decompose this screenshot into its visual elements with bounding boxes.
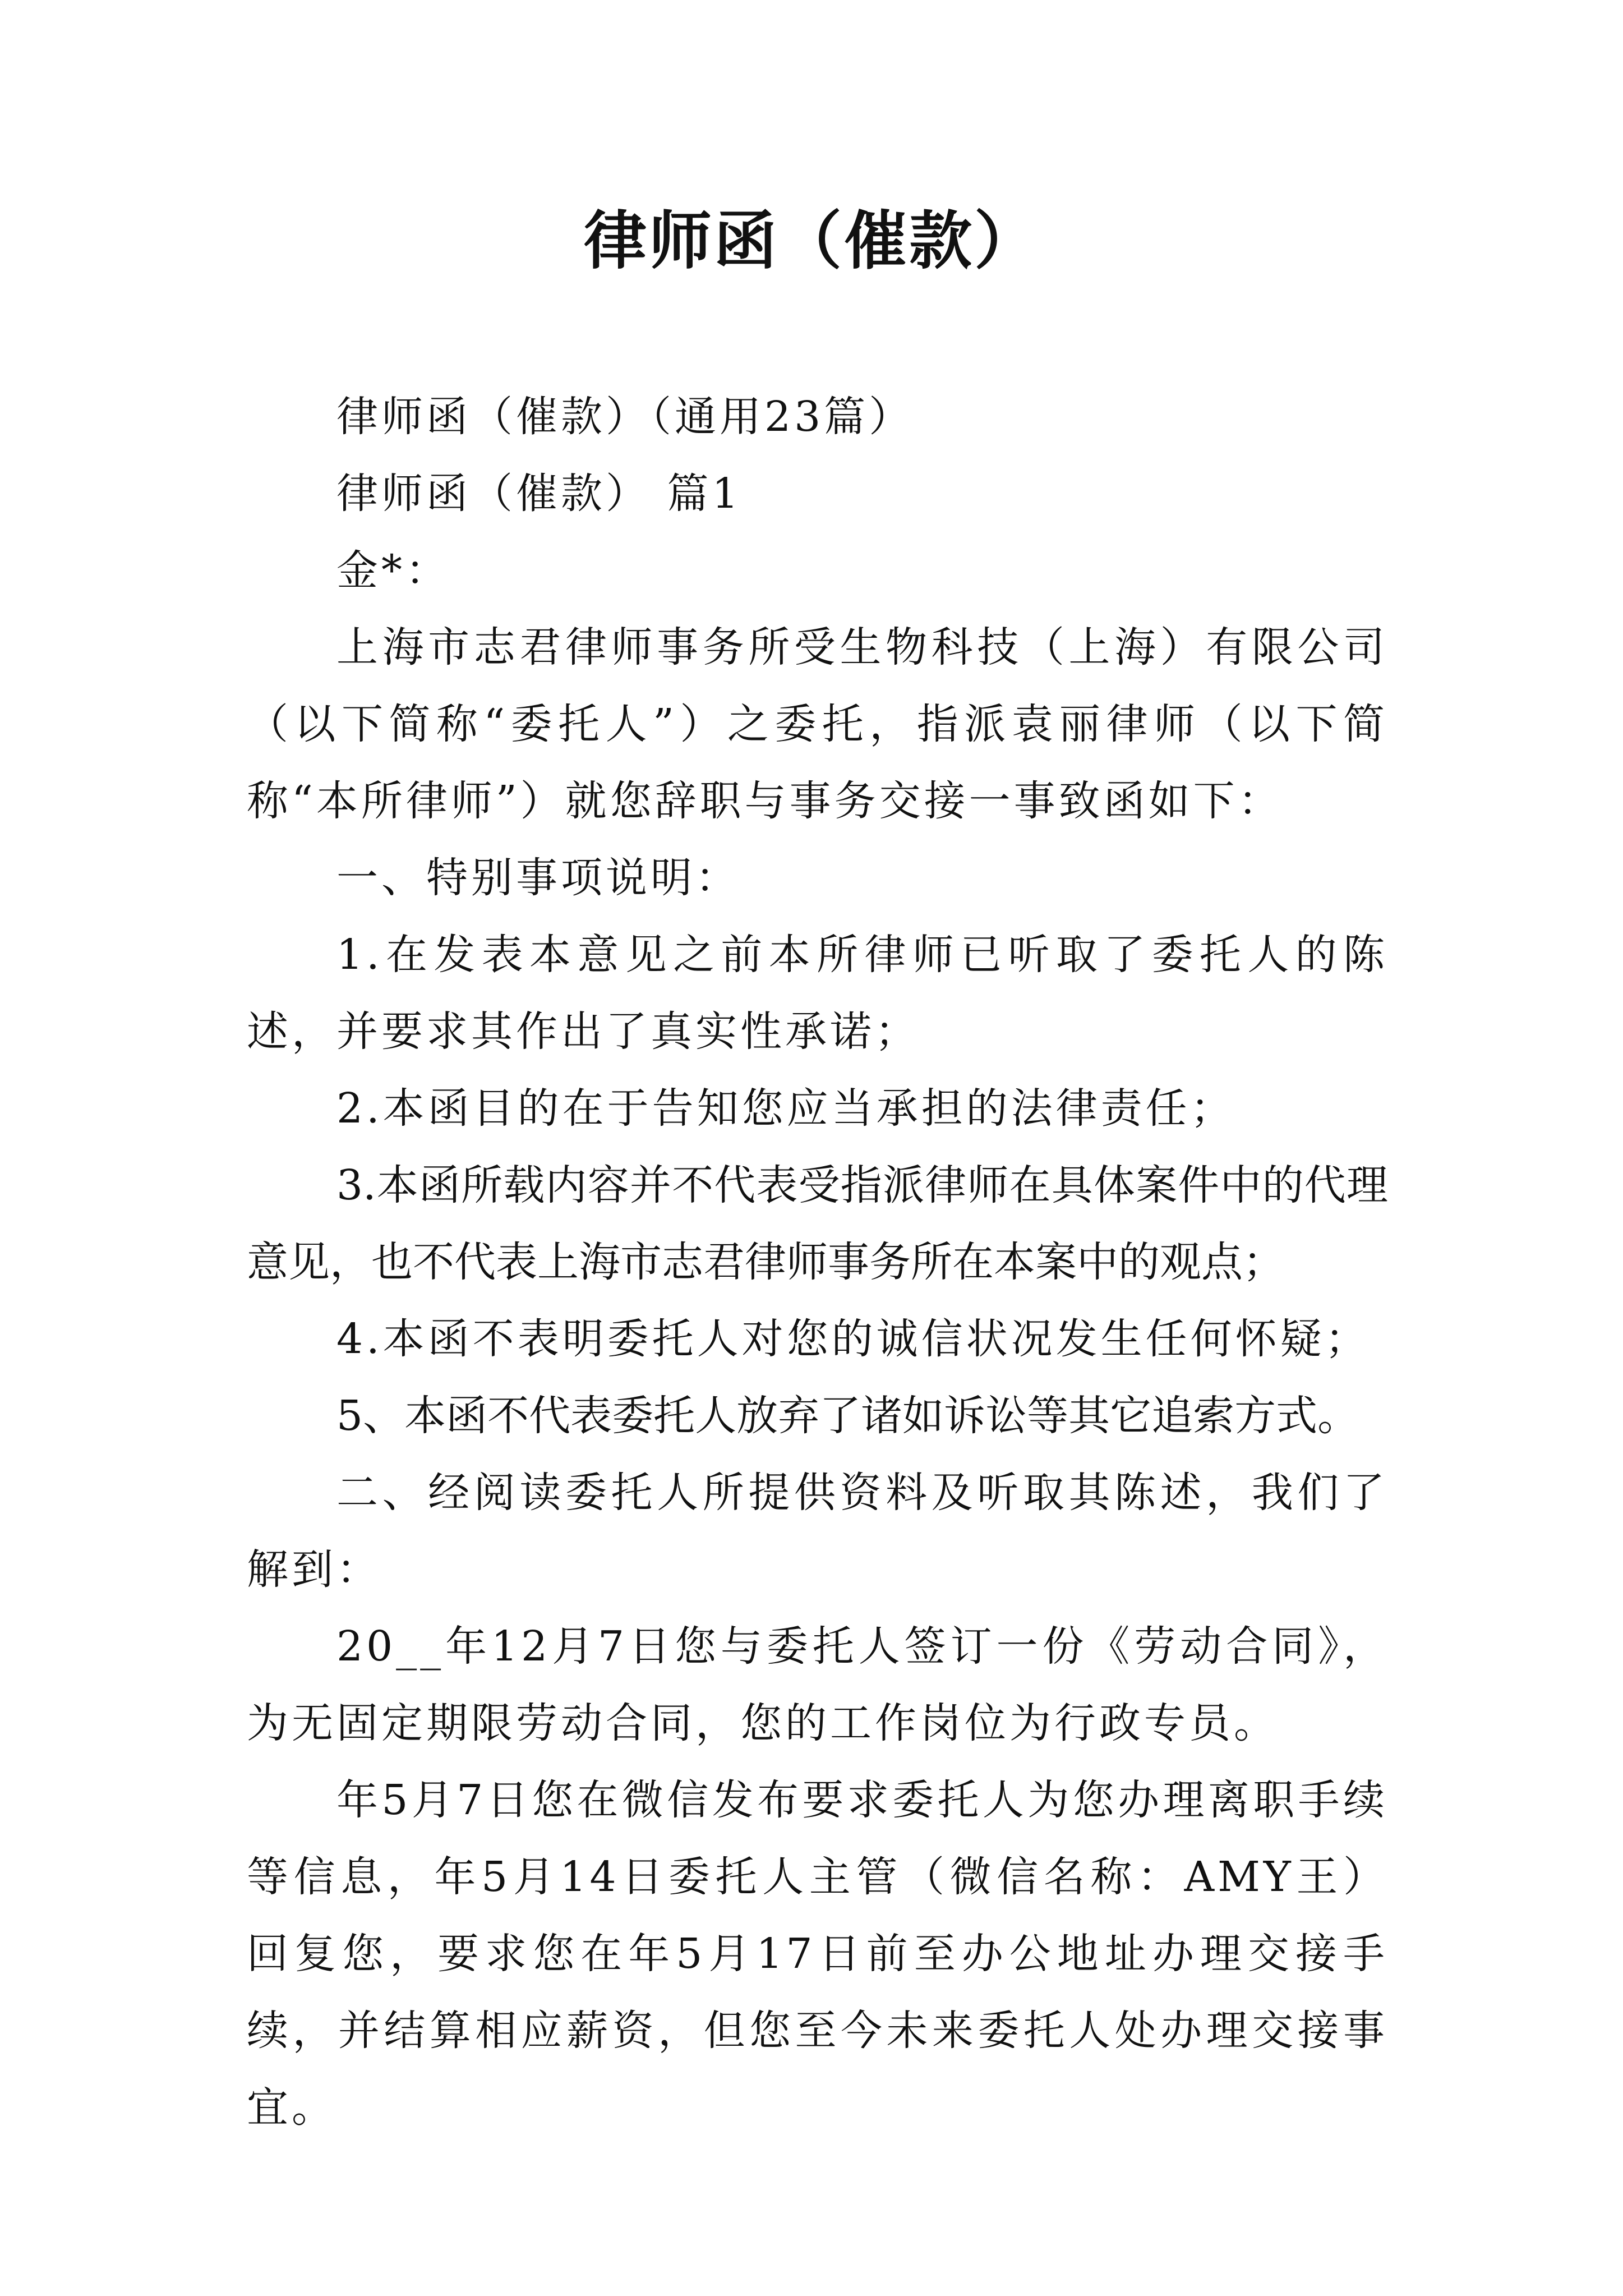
paragraph-section-heading: 律师函（催款） 篇1 (336, 470, 742, 518)
paragraph-intro: 上海市志君律师事务所受生物科技（上海）有限公司（以下简称“委托人”）之委托，指派袁丽律师（以下简称“本所律师”）就您辞职与事务交接一事致函如下： (247, 623, 1388, 825)
paragraph-note-1: 1.在发表本意见之前本所律师已听取了委托人的陈述，并要求其作出了真实性承诺； (247, 931, 1388, 1056)
paragraph-note-5: 5、本函不代表委托人放弃了诸如诉讼等其它追索方式。 (336, 1392, 1359, 1440)
paragraph-note-2: 2.本函目的在于告知您应当承担的法律责任； (336, 1084, 1235, 1133)
paragraph-note-3: 3.本函所载内容并不代表受指派律师在具体案件中的代理意见，也不代表上海市志君律师事务所在本案中的观点； (247, 1161, 1388, 1286)
document-title: 律师函（催款） (584, 204, 1039, 278)
paragraph-note-4: 4.本函不表明委托人对您的诚信状况发生任何怀疑； (336, 1315, 1370, 1363)
paragraph-fact-contract: 20__年12月7日您与委托人签订一份《劳动合同》，为无固定期限劳动合同，您的工作岗位为行政专员。 (247, 1622, 1388, 1747)
paragraph-heading-special-notes: 一、特别事项说明： (336, 854, 740, 902)
paragraph-collection-title: 律师函（催款）（通用23篇） (336, 393, 914, 441)
paragraph-fact-resignation: 年5月7日您在微信发布要求委托人为您办理离职手续等信息，年5月14日委托人主管（微信名称：AMY王）回复您，要求您在年5月17日前至办公地址办理交接手续，并结算相应薪资，但您至今未来委托人处办理交接事宜。 (247, 1776, 1388, 2132)
paragraph-heading-facts: 二、经阅读委托人所提供资料及听取其陈述，我们了解到： (247, 1469, 1388, 1594)
paragraph-salutation: 金*： (336, 546, 450, 595)
document-body (247, 379, 1388, 2146)
